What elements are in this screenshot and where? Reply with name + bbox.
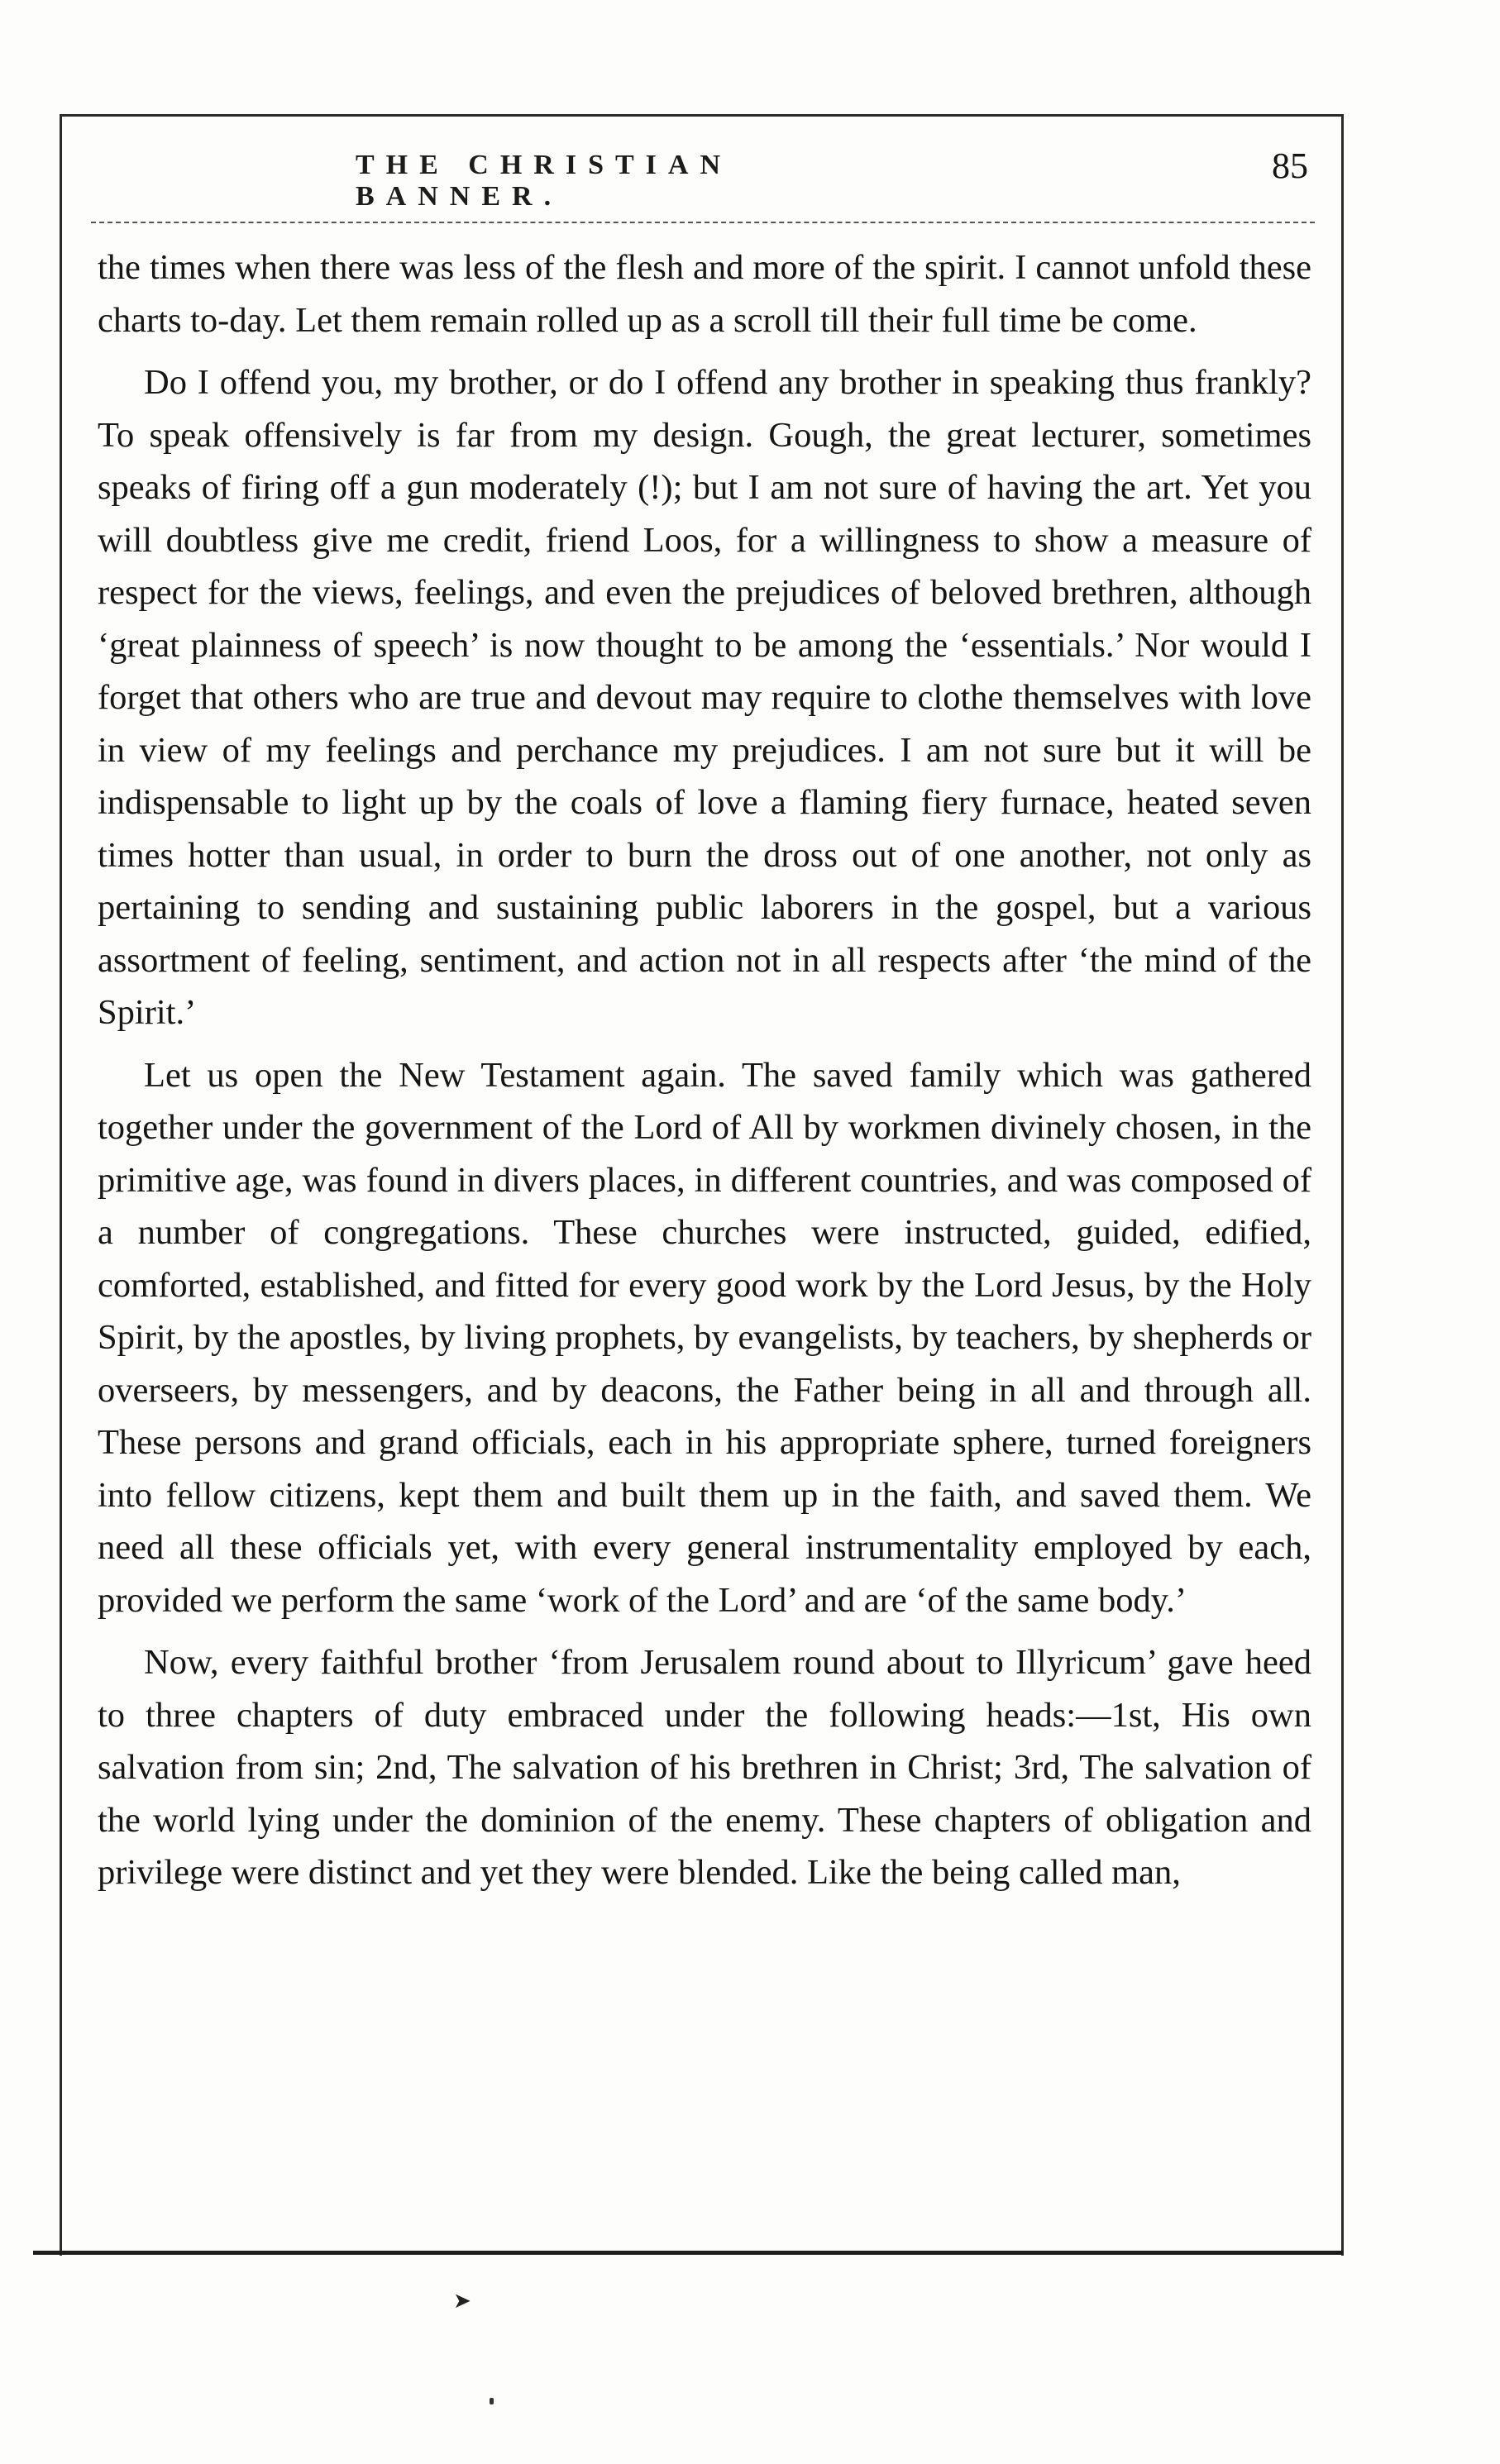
page-border-left: [60, 114, 62, 2256]
paragraph: Now, every faithful brother ‘from Jerusalem round about to Illyricum’ gave heed to three chapters of duty embraced under the following heads:—1st, His own salvation from sin; 2nd, The salvation of his brethren in Christ; 3rd, The salvation of the world lying under the dominion of the enemy. These chapters of obligation and privilege were distinct and yet they were blended. Like the being called man,: [98, 1643, 1311, 1892]
paragraph: Let us open the New Testament again. The saved family which was gathered together under the government of the Lord of All by workmen divinely chosen, in the primitive age, was found in divers places, in different countries, and was composed of a number of congregations. These churches were instructed, guided, edified, comforted, established, and fitted for every good work by the Lord Jesus, by the Holy Spirit, by the apostles, by living prophets, by evangelists, by teachers, by shepherds or overseers, by messengers, and by deacons, the Father being in all and through all. These persons and grand officials, each in his appropriate sphere, turned foreigners into fellow citizens, kept them and built them up in the faith, and saved them. We need all these officials yet, with every general instrumentality employed by each, provided we perform the same ‘work of the Lord’ and are ‘of the same body.’: [98, 1055, 1311, 1620]
ink-speck: [490, 2398, 494, 2404]
page-number: 85: [1272, 146, 1308, 186]
paragraph: Do I offend you, my brother, or do I offend any brother in speaking thus frankly? To speak offensively is far from my design. Gough, the great lecturer, sometimes speaks of firing off a gun moderately (!); but I am not sure of having the art. Yet you will doubtless give me credit, friend Loos, for a willingness to show a measure of respect for the views, feelings, and even the prejudices of beloved brethren, although ‘great plainness of speech’ is now thought to be among the ‘essentials.’ Nor would I forget that others who are true and devout may require to clothe themselves with love in view of my feelings and perchance my prejudices. I am not sure but it will be indispensable to light up by the coals of love a flaming fiery furnace, heated seven times hotter than usual, in order to burn the dross out of one another, not only as pertaining to sending and sustaining public laborers in the gospel, but a various assortment of feeling, sentiment, and action not in all respects after ‘the mind of the Spirit.’: [98, 363, 1311, 1032]
page-border-right: [1341, 114, 1344, 2256]
running-header: [91, 145, 1315, 212]
header-rule: [91, 222, 1315, 223]
body-text: [98, 241, 1311, 1909]
page-border-top: [60, 114, 1343, 117]
paragraph-continued: the times when there was less of the flesh and more of the spirit. I cannot unfold these charts to-day. Let them remain rolled up as a scroll till their full time be come.: [98, 248, 1311, 340]
running-title: THE CHRISTIAN BANNER.: [356, 150, 733, 212]
arrow-mark-icon: ➤: [453, 2289, 471, 2314]
page-border-bottom: [33, 2251, 1343, 2255]
